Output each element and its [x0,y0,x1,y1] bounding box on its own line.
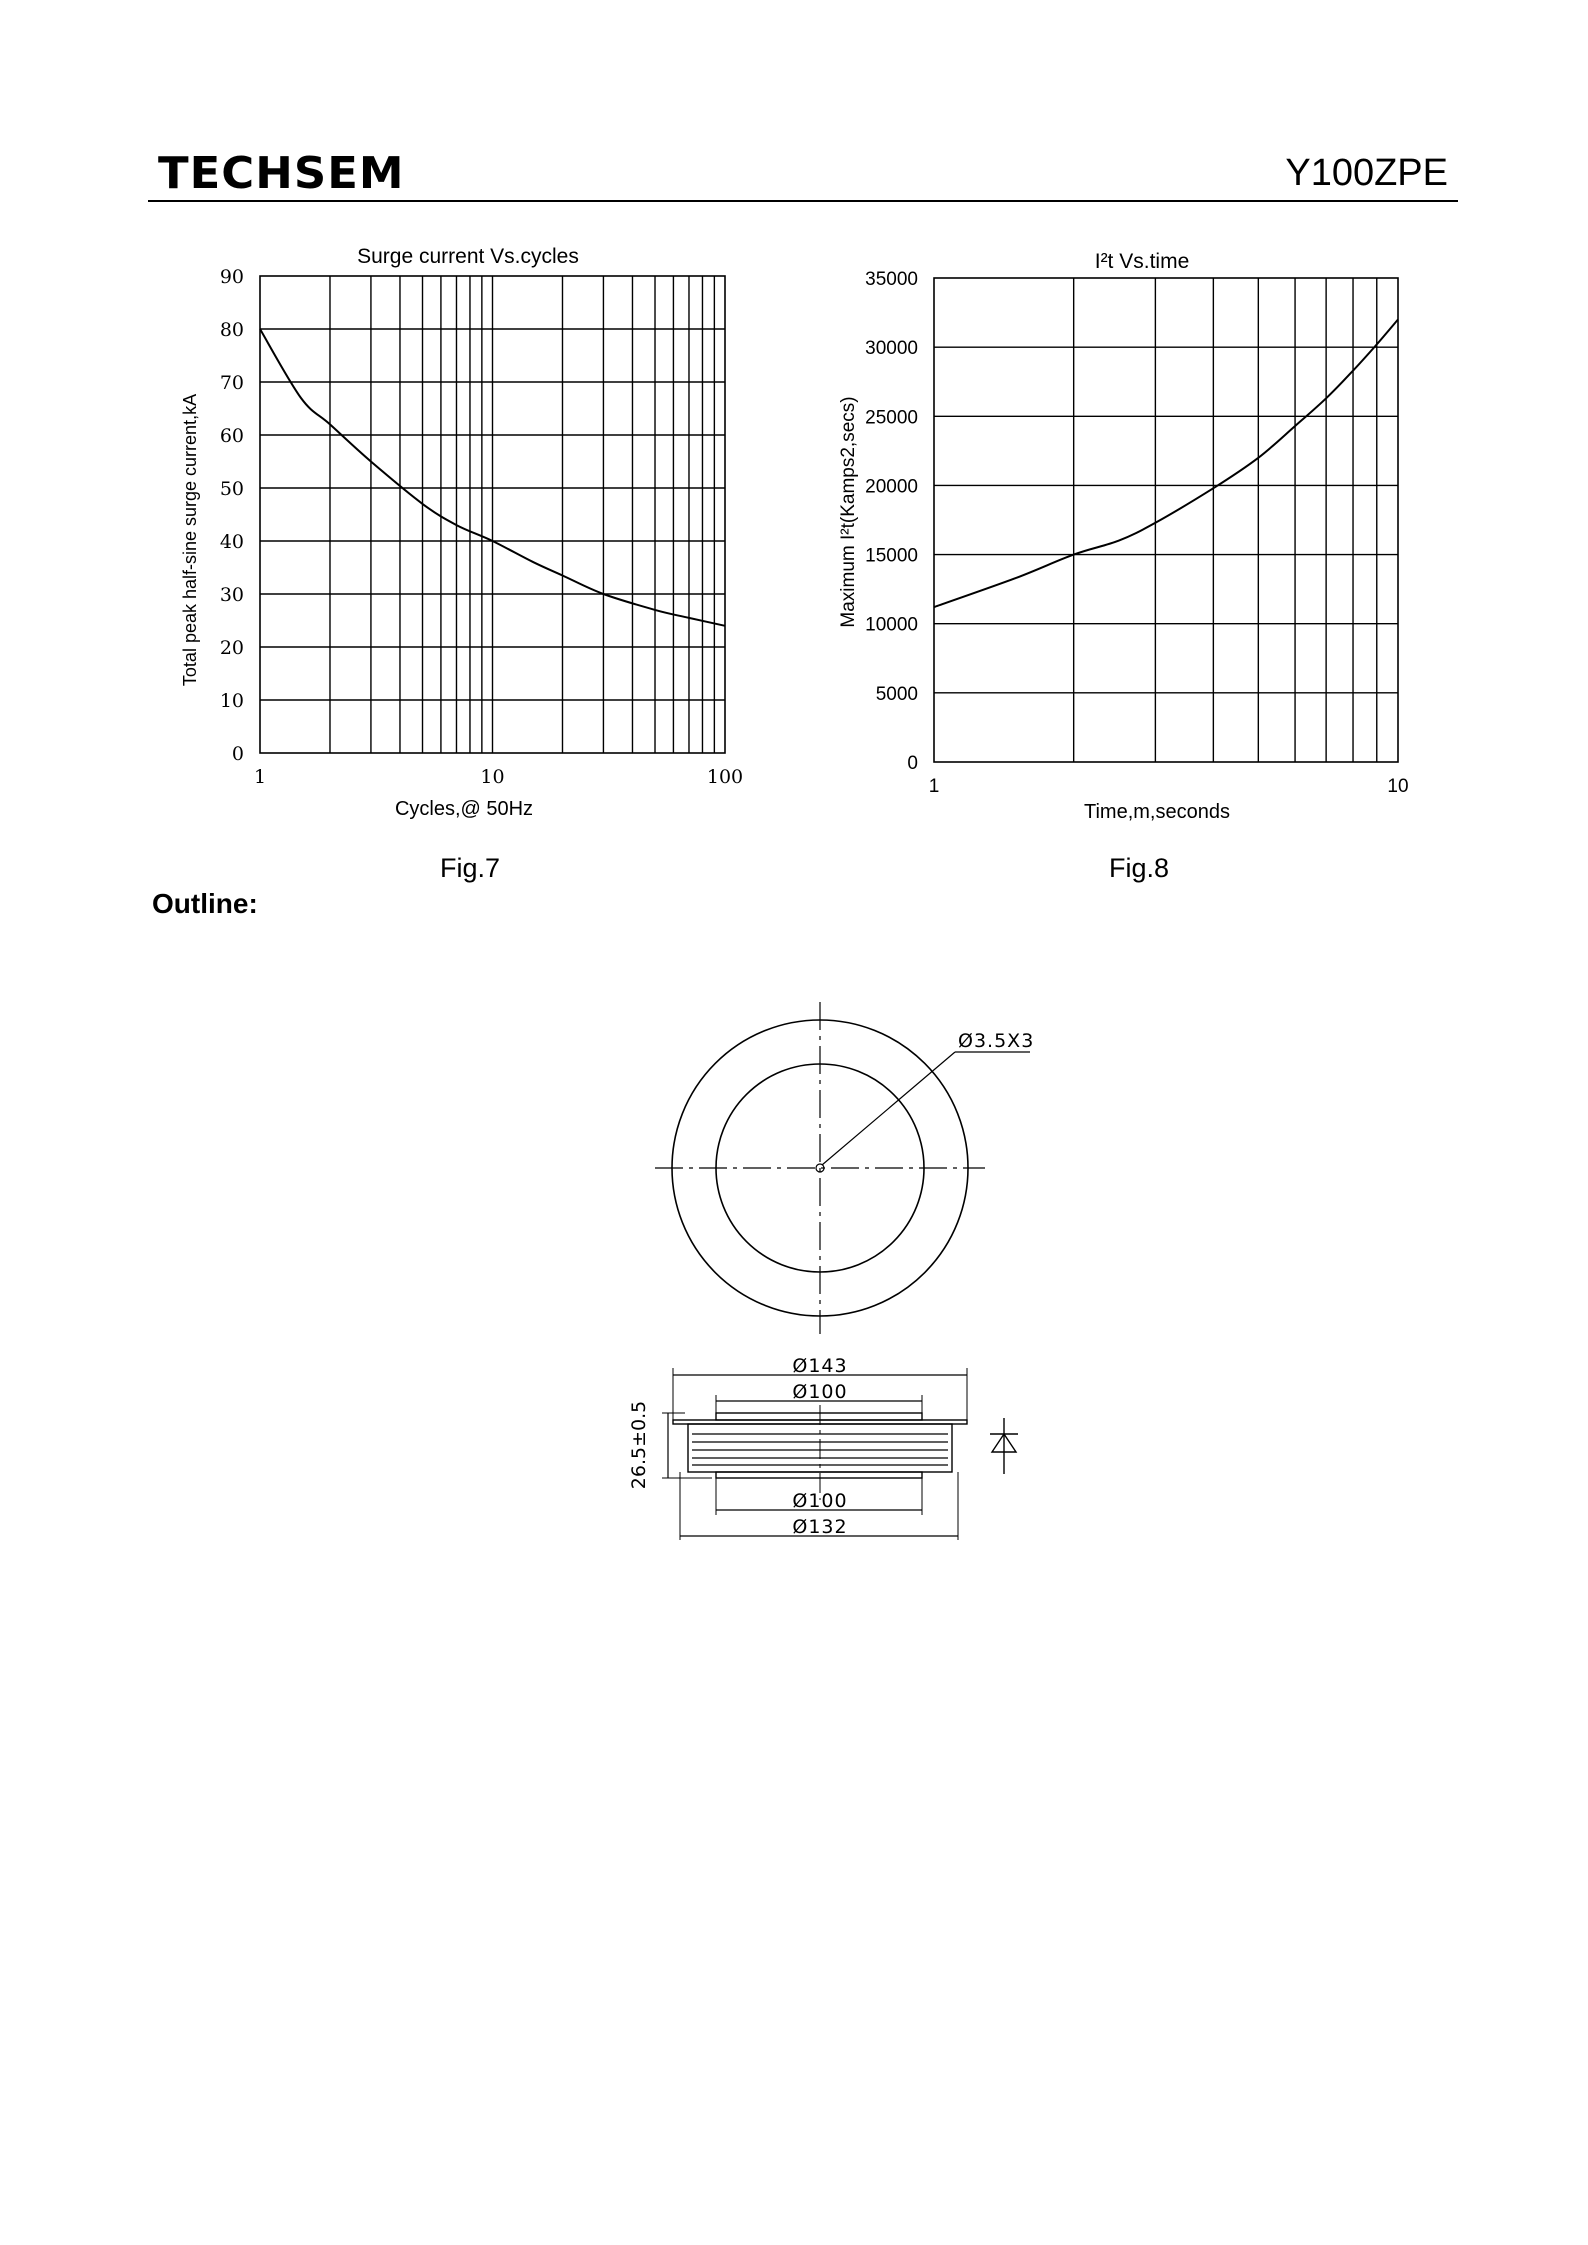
chart7-xtick: 1 [253,766,267,788]
dim-inner-bottom: Ø100 [792,1490,848,1512]
dim-inner-top: Ø100 [792,1381,848,1403]
chart7-xtick: 100 [706,766,744,788]
chart8-ytick: 20000 [865,476,918,498]
chart7-ytick: 20 [219,637,244,659]
chart7-ytick: 10 [219,690,244,712]
chart7-xtick: 10 [480,766,505,788]
chart7-xlabel: Cycles,@ 50Hz [394,798,534,820]
brand-logo: TECHSEM [158,148,405,199]
chart7-ytick: 40 [219,531,244,553]
outline-heading: Outline: [152,888,258,919]
model-number: Y100ZPE [1285,152,1448,194]
fig7-caption: Fig.7 [440,853,501,883]
chart8-ytick: 10000 [865,614,918,636]
chart7-ytick: 90 [219,266,244,288]
chart8-ytick: 15000 [865,545,918,567]
chart8-ytick: 5000 [875,683,918,705]
chart8-ytick: 25000 [865,407,918,429]
chart7-title: Surge current Vs.cycles [357,245,579,268]
bottom-cap [716,1472,922,1478]
dim-outer-top: Ø143 [792,1355,848,1377]
chart7-ytick: 50 [219,478,244,500]
chart7-ytick: 60 [219,425,244,447]
chart8-ytick: 0 [907,753,918,774]
chart8-ytick: 30000 [865,338,918,360]
hole-dimension-label: Ø3.5X3 [958,1030,1035,1052]
chart8-xtick: 10 [1387,776,1409,797]
dim-outer-bottom: Ø132 [792,1516,848,1538]
top-cap [716,1413,922,1420]
chart7-ytick: 70 [219,372,244,394]
chart8-title: I²t Vs.time [1094,250,1190,273]
chart7-ytick: 30 [219,584,244,606]
chart7-ytick: 0 [231,743,244,765]
diode-symbol-icon [990,1418,1018,1474]
dim-height: 26.5±0.5 [628,1400,650,1490]
chart8-ytick: 35000 [865,269,918,290]
chart8-xlabel: Time,m,seconds [1084,801,1230,823]
chart8-ylabel: Maximum I²t(Kamps2,secs) [838,396,859,628]
chart7-ylabel: Total peak half-sine surge current,kA [180,393,200,687]
fig8-caption: Fig.8 [1109,853,1170,883]
chart8-xtick: 1 [928,776,940,797]
chart7-ytick: 80 [219,319,244,341]
